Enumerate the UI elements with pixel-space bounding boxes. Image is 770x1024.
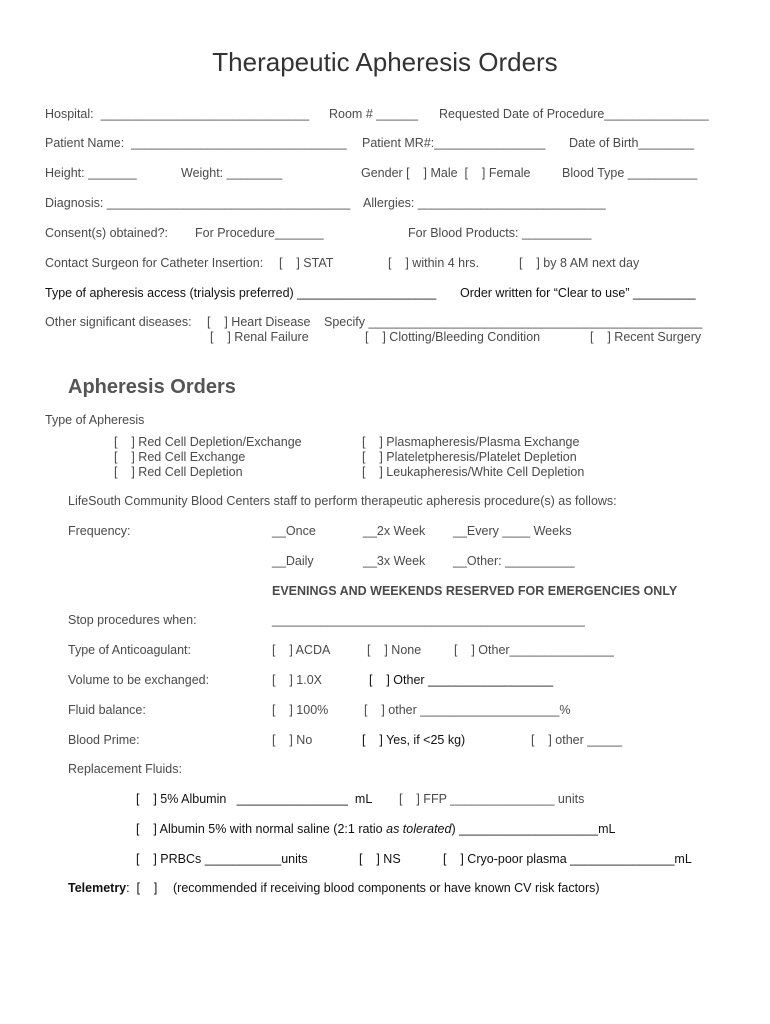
freq-2x-option[interactable]: __2x Week (363, 524, 426, 538)
telemetry-label: Telemetry (68, 881, 127, 895)
specify-field[interactable]: Specify ________________________________________________ (324, 315, 703, 329)
plateletpheresis-checkbox[interactable]: [ ] Plateletpheresis/Platelet Depletion (362, 450, 577, 464)
fluid-100-checkbox[interactable]: [ ] 100% (272, 703, 329, 717)
freq-every-option[interactable]: __Every ____ Weeks (453, 524, 572, 538)
fluid-balance-label: Fluid balance: (68, 703, 146, 717)
requested-date-field[interactable]: Requested Date of Procedure_______________ (439, 107, 709, 121)
stop-procedures-field[interactable]: _____________________________________________ (272, 613, 585, 627)
albumin-saline-text: [ ] Albumin 5% with normal saline (2:1 ratio (136, 822, 387, 836)
for-blood-products-field[interactable]: For Blood Products: __________ (408, 226, 592, 240)
contact-surgeon-label: Contact Surgeon for Catheter Insertion: (45, 256, 264, 270)
albumin-saline-ml-field: ) ____________________mL (451, 822, 616, 836)
height-field[interactable]: Height: _______ (45, 166, 137, 180)
allergies-field[interactable]: Allergies: ___________________________ (363, 196, 606, 210)
for-procedure-field[interactable]: For Procedure_______ (195, 226, 324, 240)
prbcs-checkbox[interactable]: [ ] PRBCs ___________units (136, 852, 308, 866)
ffp-checkbox[interactable]: [ ] FFP _______________ units (399, 792, 585, 806)
blood-prime-label: Blood Prime: (68, 733, 140, 747)
as-tolerated-text: as tolerated (386, 822, 452, 836)
patient-mr-field[interactable]: Patient MR#:________________ (362, 136, 546, 150)
leukapheresis-checkbox[interactable]: [ ] Leukapheresis/White Cell Depletion (362, 465, 585, 479)
renal-failure-checkbox[interactable]: [ ] Renal Failure (210, 330, 309, 344)
access-type-field[interactable]: Type of apheresis access (trialysis preferred) ____________________ (45, 286, 437, 300)
anticoag-other-checkbox[interactable]: [ ] Other_______________ (454, 643, 614, 657)
blood-type-field[interactable]: Blood Type __________ (562, 166, 698, 180)
anticoagulant-label: Type of Anticoagulant: (68, 643, 192, 657)
red-cell-depletion-checkbox[interactable]: [ ] Red Cell Depletion (114, 465, 243, 479)
prime-other-checkbox[interactable]: [ ] other _____ (531, 733, 623, 747)
prime-no-checkbox[interactable]: [ ] No (272, 733, 313, 747)
page-title: Therapeutic Apheresis Orders (212, 47, 558, 77)
by-8am-checkbox[interactable]: [ ] by 8 AM next day (519, 256, 640, 270)
volume-1x-checkbox[interactable]: [ ] 1.0X (272, 673, 323, 687)
dob-field[interactable]: Date of Birth________ (569, 136, 695, 150)
other-diseases-label: Other significant diseases: (45, 315, 192, 329)
freq-other-option[interactable]: __Other: __________ (453, 554, 575, 568)
none-checkbox[interactable]: [ ] None (367, 643, 422, 657)
volume-label: Volume to be exchanged: (68, 673, 210, 687)
patient-name-field[interactable]: Patient Name: _______________________________ (45, 136, 347, 150)
freq-daily-option[interactable]: __Daily (272, 554, 314, 568)
stop-procedures-label: Stop procedures when: (68, 613, 197, 627)
consent-label: Consent(s) obtained?: (45, 226, 168, 240)
freq-once-option[interactable]: __Once (272, 524, 316, 538)
red-cell-depletion-exchange-checkbox[interactable]: [ ] Red Cell Depletion/Exchange (114, 435, 302, 449)
ns-checkbox[interactable]: [ ] NS (359, 852, 401, 866)
stat-checkbox[interactable]: [ ] STAT (279, 256, 334, 270)
diagnosis-field[interactable]: Diagnosis: ___________________________________ (45, 196, 351, 210)
frequency-label: Frequency: (68, 524, 131, 538)
order-written-field[interactable]: Order written for “Clear to use” _________ (460, 286, 696, 300)
type-of-apheresis-label: Type of Apheresis (45, 413, 145, 427)
albumin5-checkbox[interactable]: [ ] 5% Albumin ________________ mL (136, 792, 373, 806)
heart-disease-checkbox[interactable]: [ ] Heart Disease (207, 315, 311, 329)
within-4hrs-checkbox[interactable]: [ ] within 4 hrs. (388, 256, 480, 270)
weight-field[interactable]: Weight: ________ (181, 166, 283, 180)
cryo-checkbox[interactable]: [ ] Cryo-poor plasma _______________mL (443, 852, 692, 866)
room-field[interactable]: Room # ______ (329, 107, 418, 121)
prime-yes-checkbox[interactable]: [ ] Yes, if <25 kg) (362, 733, 466, 747)
hospital-field[interactable]: Hospital: ______________________________ (45, 107, 310, 121)
gender-checkboxes[interactable]: Gender [ ] Male [ ] Female (361, 166, 531, 180)
section-heading: Apheresis Orders (68, 376, 236, 398)
replacement-fluids-label: Replacement Fluids: (68, 762, 182, 776)
recent-surgery-checkbox[interactable]: [ ] Recent Surgery (590, 330, 702, 344)
evenings-note: EVENINGS AND WEEKENDS RESERVED FOR EMERGENCIES ONLY (272, 584, 678, 598)
red-cell-exchange-checkbox[interactable]: [ ] Red Cell Exchange (114, 450, 246, 464)
clotting-checkbox[interactable]: [ ] Clotting/Bleeding Condition (365, 330, 541, 344)
volume-other-checkbox[interactable]: [ ] Other __________________ (369, 673, 554, 687)
telemetry-checkbox[interactable]: : [ ] (126, 881, 158, 895)
fluid-other-checkbox[interactable]: [ ] other ____________________% (364, 703, 571, 717)
freq-3x-option[interactable]: __3x Week (363, 554, 426, 568)
telemetry-note: (recommended if receiving blood components or have known CV risk factors) (173, 881, 600, 895)
staff-note: LifeSouth Community Blood Centers staff to perform therapeutic apheresis procedure(s) as follows: (68, 494, 617, 508)
plasmapheresis-checkbox[interactable]: [ ] Plasmapheresis/Plasma Exchange (362, 435, 580, 449)
telemetry-row (68, 881, 157, 896)
albumin-saline-checkbox[interactable] (136, 822, 616, 837)
acda-checkbox[interactable]: [ ] ACDA (272, 643, 331, 657)
